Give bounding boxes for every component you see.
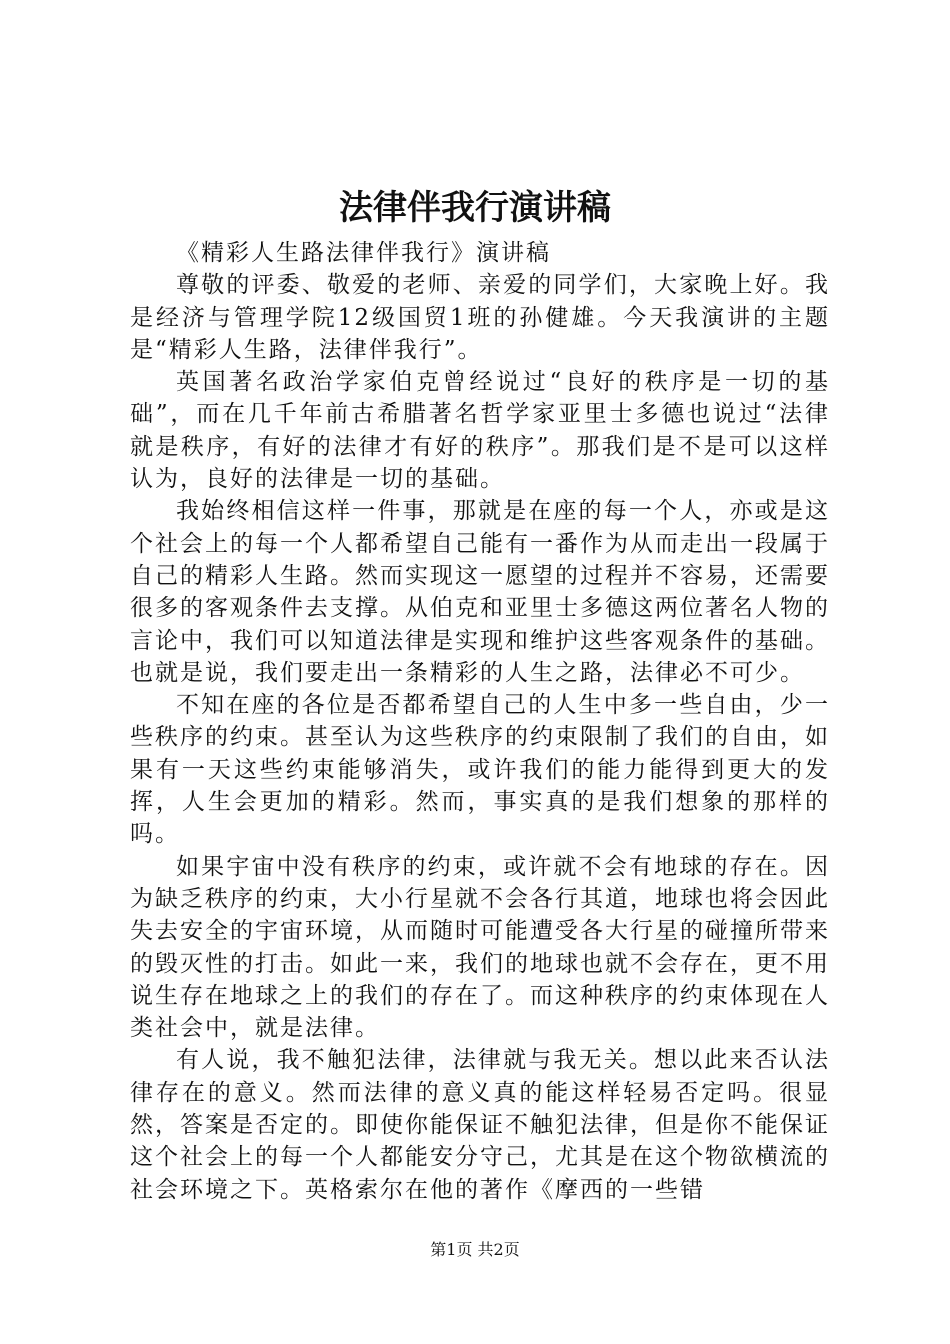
paragraph-universe-order: 如果宇宙中没有秩序的约束，或许就不会有地球的存在。因为缺乏秩序的约束，大小行星就不会各行其道，地球也将会因此失去安全的宇宙环境，从而随时可能遭受各大行星的碰撞所带来的毁灭性的打击。如此一来，我们的地球也就不会存在，更不用说生存在地球之上的我们的存在了。而这种秩序的约束体现在人类社会中，就是法律。 — [130, 853, 830, 1042]
paragraph-wonderful-life: 我始终相信这样一件事，那就是在座的每一个人，亦或是这个社会上的每一个人都希望自己能有一番作为从而走出一段属于自己的精彩人生路。然而实现这一愿望的过程并不容易，还需要很多的客观条件去支撑。从伯克和亚里士多德这两位著名人物的言论中，我们可以知道法律是实现和维护这些客观条件的基础。也就是说，我们要走出一条精彩的人生之路，法律必不可少。 — [130, 498, 830, 686]
paragraph-subtitle: 《精彩人生路法律伴我行》演讲稿 — [176, 240, 551, 266]
document-body — [130, 237, 830, 1206]
page-footer: 第1页 共2页 — [430, 1240, 520, 1259]
paragraph-freedom: 不知在座的各位是否都希望自己的人生中多一些自由，少一些秩序的约束。甚至认为这些秩序的约束限制了我们的自由，如果有一天这些约束能够消失，或许我们的能力能得到更大的发挥，人生会更加的精彩。然而，事实真的是我们想象的那样的吗。 — [130, 692, 830, 848]
paragraph-burke-aristotle: 英国著名政治学家伯克曾经说过“良好的秩序是一切的基础”，而在几千年前古希腊著名哲学家亚里士多德也说过“法律就是秩序，有好的法律才有好的秩序”。那我们是不是可以这样认为，良好的法律是一切的基础。 — [130, 369, 830, 493]
paragraph-law-meaning: 有人说，我不触犯法律，法律就与我无关。想以此来否认法律存在的意义。然而法律的意义真的能这样轻易否定吗。很显然，答案是否定的。即使你能保证不触犯法律，但是你不能保证这个社会上的每一个人都能安分守己，尤其是在这个物欲横流的社会环境之下。英格索尔在他的著作《摩西的一些错 — [130, 1047, 830, 1203]
paragraph-greeting: 尊敬的评委、敬爱的老师、亲爱的同学们，大家晚上好。我是经济与管理学院12级国贸1班的孙健雄。今天我演讲的主题是“精彩人生路，法律伴我行”。 — [130, 272, 830, 363]
document-title: 法律伴我行演讲稿 — [339, 188, 611, 228]
